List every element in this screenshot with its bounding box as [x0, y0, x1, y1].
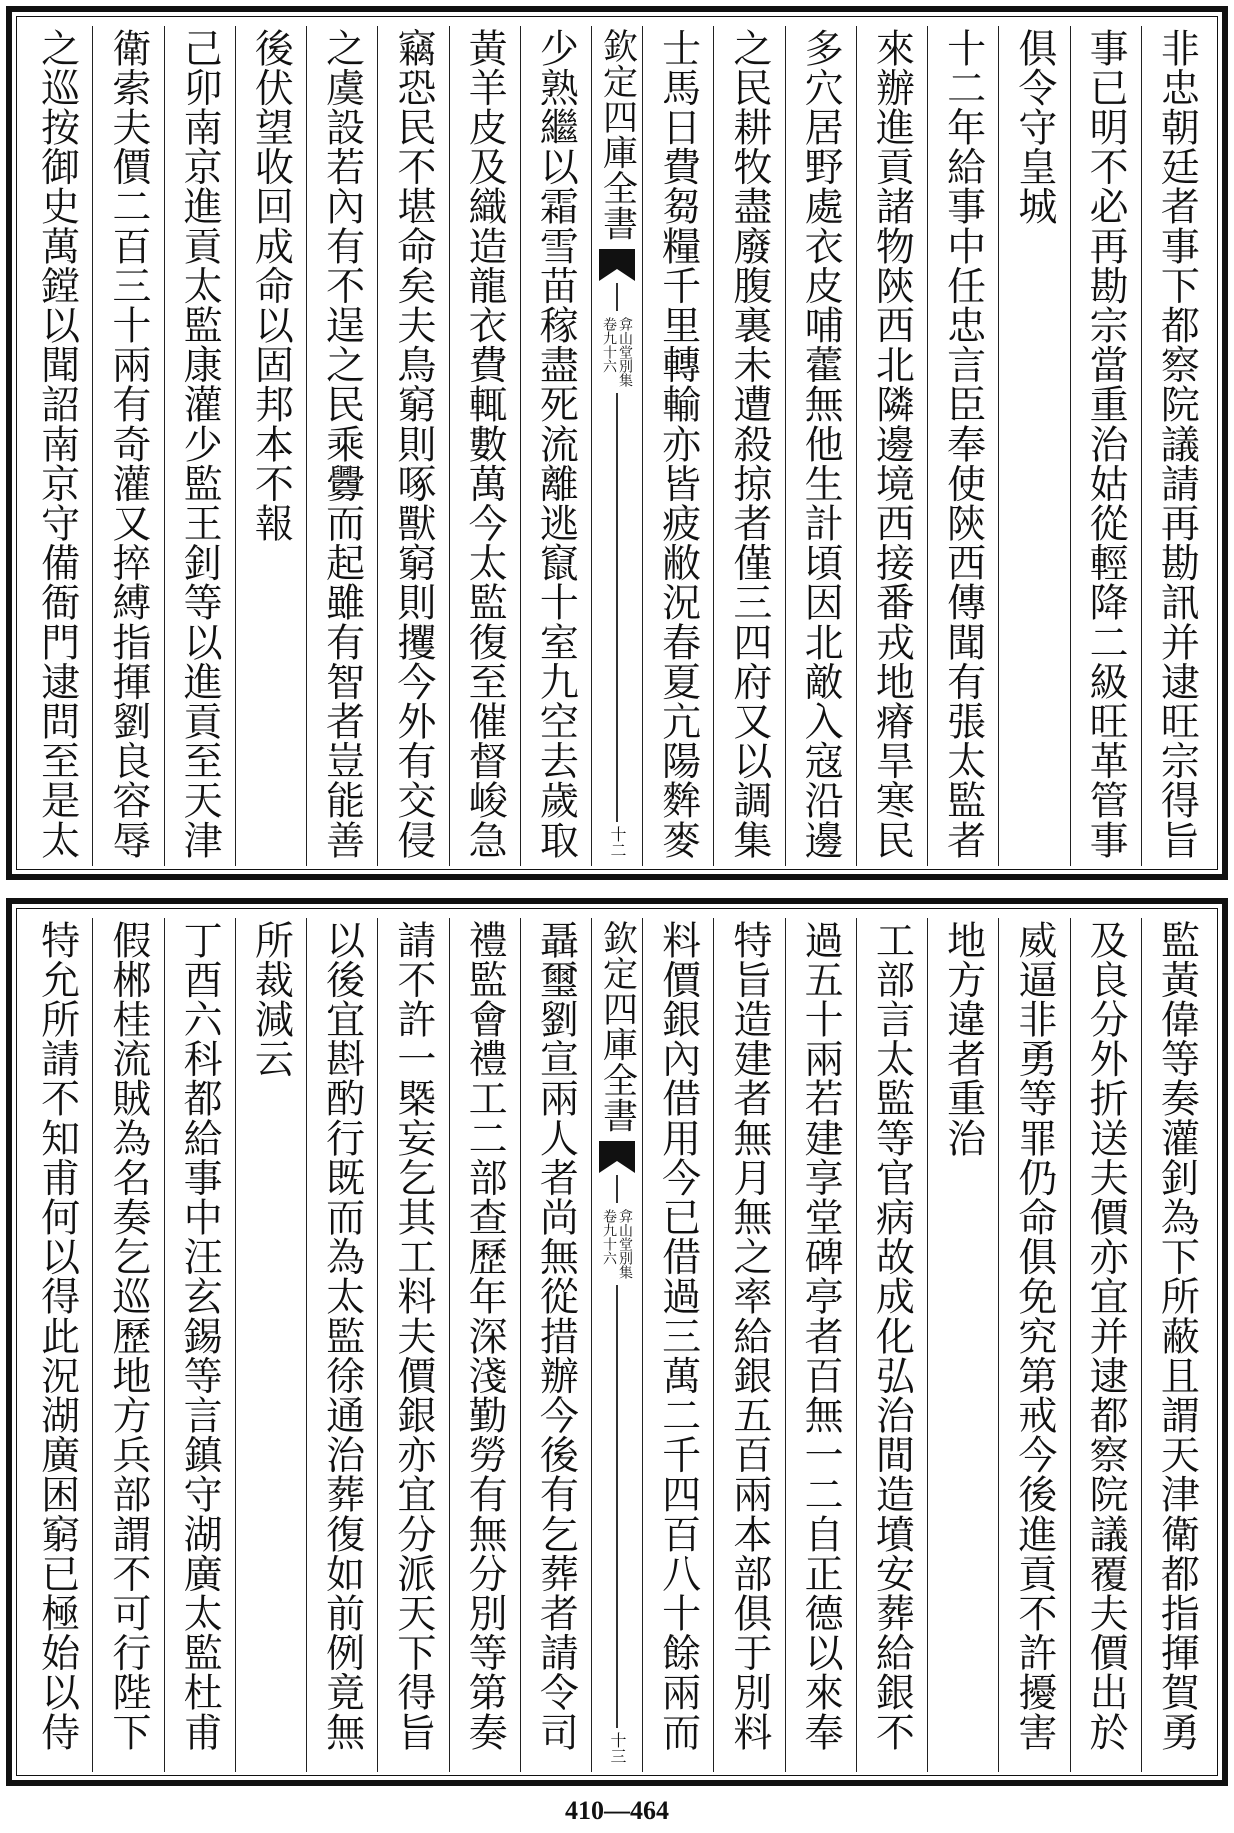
- fishtail-icon: [597, 1139, 637, 1175]
- text-column: 後伏望收回成命以固邦本不報: [235, 26, 306, 866]
- text-column: 多穴居野處衣皮哺藿無他生計頃因北敵入寇沿邊: [785, 26, 856, 866]
- text-column: 料價銀內借用今已借過三萬二千四百八十餘兩而: [642, 918, 713, 1772]
- center-subtitle: [602, 1209, 632, 1279]
- center-rule: [616, 283, 618, 311]
- text-column: 丁酉六科都給事中汪玄錫等言鎮守湖廣太監杜甫: [164, 918, 235, 1772]
- text-column: 己卯南京進貢太監康灌少監王釗等以進貢至天津: [164, 26, 235, 866]
- text-column: 過五十兩若建享堂碑亭者百無一二自正德以來奉: [785, 918, 856, 1772]
- text-column: 聶璽劉宣兩人者尚無從措辦今後有乞葬者請令司: [520, 918, 591, 1772]
- text-column: 請不許一槩妄乞其工料夫價銀亦宜分派天下得旨: [377, 918, 448, 1772]
- text-column: 所裁減云: [235, 918, 306, 1772]
- text-column: 少熟繼以霜雪苗稼盡死流離逃竄十室九空去歲取: [520, 26, 591, 866]
- text-column: 俱令守皇城: [998, 26, 1069, 866]
- text-column: 衛索夫價二百三十兩有奇灌又捽縛指揮劉良容辱: [92, 26, 163, 866]
- book-title: 弇山堂別集: [617, 1209, 633, 1279]
- text-column: 以後宜斟酌行既而為太監徐通治葬復如前例竟無: [306, 918, 377, 1772]
- text-column: 威逼非勇等罪仍命俱免究第戒今後進貢不許擾害: [998, 918, 1069, 1772]
- text-column: 來辦進貢諸物陝西北隣邊境西接番戎地瘠旱寒民: [856, 26, 927, 866]
- text-columns: [22, 26, 1212, 866]
- page-panel-bottom: [6, 898, 1228, 1786]
- center-column: [591, 26, 642, 866]
- text-column: 假郴桂流賊為名奏乞巡歷地方兵部謂不可行陛下: [92, 918, 163, 1772]
- text-column: 竊恐民不堪命矣夫鳥窮則啄獸窮則攫今外有交侵: [377, 26, 448, 866]
- text-column: 事已明不必再勘宗當重治姑從輕降二級旺革管事: [1070, 26, 1141, 866]
- page-number: 十二: [608, 826, 627, 858]
- text-column: 禮監會禮工二部查歷年深淺勤勞有無分別等第奏: [449, 918, 520, 1772]
- center-rule: [616, 1175, 618, 1203]
- text-column: 特允所請不知甫何以得此況湖廣困窮已極始以侍: [34, 920, 80, 1752]
- text-columns: [22, 918, 1212, 1772]
- text-column: 及良分外折送夫價亦宜并逮都察院議覆夫價出於: [1070, 918, 1141, 1772]
- center-title: 欽定四庫全書: [597, 920, 638, 1133]
- text-column: 特旨造建者無月無之率給銀五百兩本部俱于別料: [713, 918, 784, 1772]
- text-column: 黃羊皮及織造龍衣費輒數萬今太監復至催督峻急: [449, 26, 520, 866]
- center-subtitle: [602, 317, 632, 387]
- text-column: 之巡按御史萬鏜以聞詔南京守備衙門逮問至是太: [34, 28, 80, 860]
- text-column: 監黃偉等奏灌釗為下所蔽且謂天津衛都指揮賀勇: [1141, 918, 1212, 1772]
- text-column: 士馬日費芻糧千里轉輸亦皆疲敝況春夏亢陽麰麥: [642, 26, 713, 866]
- page-footer-number: 410—464: [565, 1796, 669, 1825]
- center-title: 欽定四庫全書: [597, 28, 638, 241]
- text-column: 非忠朝廷者事下都察院議請再勘訊并逮旺宗得旨: [1141, 26, 1212, 866]
- text-column: 地方違者重治: [927, 918, 998, 1772]
- fishtail-icon: [597, 247, 637, 283]
- text-column: 之民耕牧盡廢腹裏未遭殺掠者僅三四府又以調集: [713, 26, 784, 866]
- book-title: 弇山堂別集: [617, 317, 633, 387]
- center-rule: [616, 1285, 618, 1728]
- text-column: 十二年給事中任忠言臣奉使陝西傳聞有張太監者: [927, 26, 998, 866]
- page-number: 十三: [608, 1732, 627, 1764]
- juan-number: 卷九十六: [601, 1209, 617, 1265]
- page-panel-top: [6, 6, 1228, 880]
- text-column: 之虞設若內有不逞之民乘釁而起雖有智者豈能善: [306, 26, 377, 866]
- text-column: 工部言太監等官病故成化弘治間造墳安葬給銀不: [856, 918, 927, 1772]
- juan-number: 卷九十六: [601, 317, 617, 373]
- center-rule: [616, 393, 618, 822]
- center-column: [591, 918, 642, 1772]
